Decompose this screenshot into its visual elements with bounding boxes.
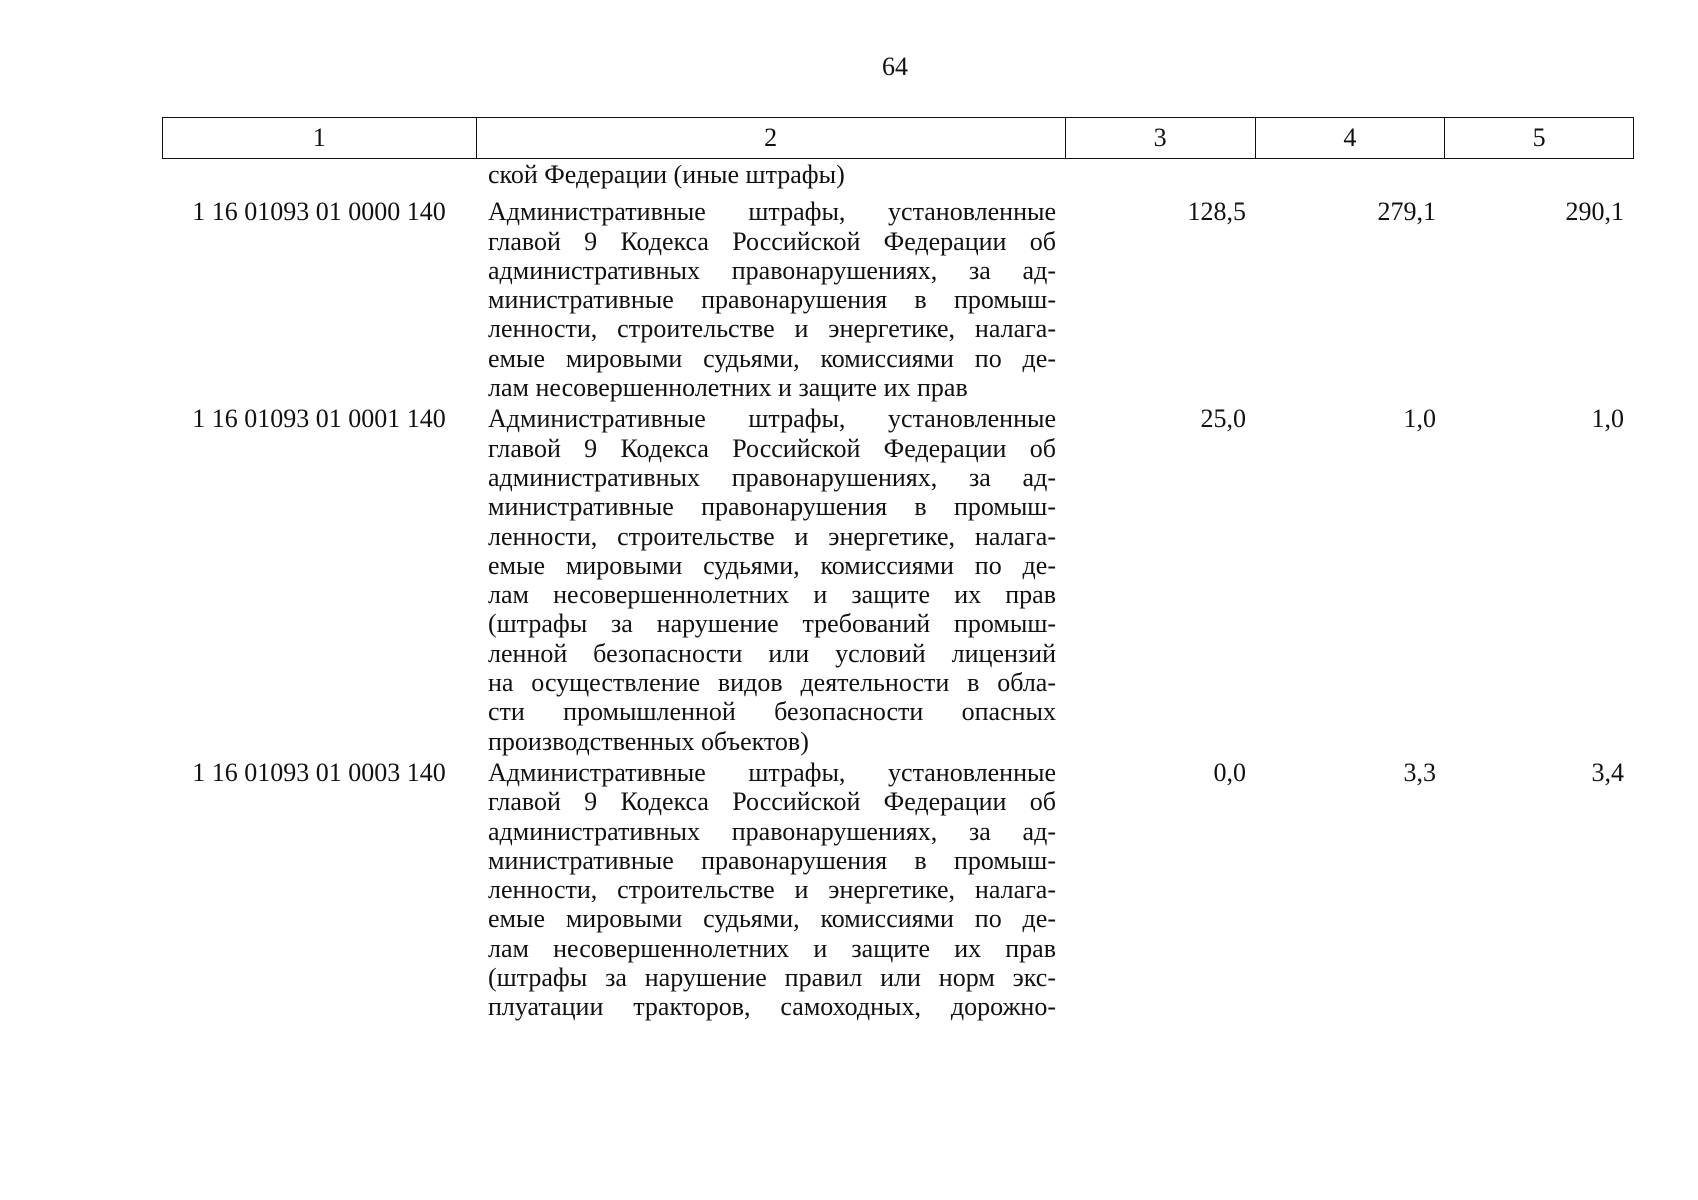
value-col-5: 3,4 bbox=[1591, 757, 1624, 787]
description-line: емые мировыми судьями, комиссиями по де- bbox=[488, 343, 1056, 373]
description-line: министративные правонарушения в промыш- bbox=[488, 492, 1056, 522]
code-cell: 1 16 01093 01 0001 140 bbox=[192, 404, 446, 434]
description-line: (штрафы за нарушение правил или норм экс- bbox=[488, 963, 1056, 993]
description-cell bbox=[476, 404, 1066, 756]
description-line: лам несовершеннолетних и защите их прав bbox=[488, 373, 968, 403]
description-line: (штрафы за нарушение требований промыш- bbox=[488, 609, 1056, 639]
description-line: министративные правонарушения в промыш- bbox=[488, 285, 1056, 315]
description-line: емые мировыми судьями, комиссиями по де- bbox=[488, 904, 1056, 934]
description-cell bbox=[476, 758, 1066, 1022]
value-col-5: 290,1 bbox=[1565, 197, 1624, 227]
description-line: административных правонарушениях, за ад- bbox=[488, 462, 1056, 492]
header-col-5: 5 bbox=[1532, 123, 1546, 152]
value-col-3: 128,5 bbox=[1187, 197, 1246, 227]
description-line: лам несовершеннолетних и защите их прав bbox=[488, 580, 1056, 610]
value-col-3: 0,0 bbox=[1213, 757, 1246, 787]
description-line: ленности, строительстве и энергетике, налага- bbox=[488, 875, 1056, 905]
description-line: лам несовершеннолетних и защите их прав bbox=[488, 933, 1056, 963]
description-line: ленности, строительстве и энергетике, налага- bbox=[488, 521, 1056, 551]
table-row bbox=[162, 758, 1634, 1022]
description-line: плуатации тракторов, самоходных, дорожно- bbox=[488, 992, 1056, 1022]
value-col-4: 279,1 bbox=[1377, 197, 1436, 227]
table-row bbox=[162, 404, 1634, 756]
page-number: 64 bbox=[882, 52, 908, 81]
continuation-row bbox=[162, 160, 1634, 189]
description-line: ской Федерации (иные штрафы) bbox=[488, 160, 845, 189]
description-line: главой 9 Кодекса Российской Федерации об bbox=[488, 433, 1056, 463]
description-line: производственных объектов) bbox=[488, 726, 809, 756]
description-line: емые мировыми судьями, комиссиями по де- bbox=[488, 550, 1056, 580]
description-line: сти промышленной безопасности опасных bbox=[488, 697, 1056, 727]
table-row bbox=[162, 197, 1634, 402]
description-line: министративные правонарушения в промыш- bbox=[488, 845, 1056, 875]
description-line: административных правонарушениях, за ад- bbox=[488, 255, 1056, 285]
code-cell: 1 16 01093 01 0003 140 bbox=[192, 757, 446, 787]
description-line: Административные штрафы, установленные bbox=[488, 197, 1056, 227]
description-line: Административные штрафы, установленные bbox=[488, 404, 1056, 434]
description-cell bbox=[476, 197, 1066, 402]
description-line: административных правонарушениях, за ад- bbox=[488, 816, 1056, 846]
header-col-1: 1 bbox=[163, 118, 477, 158]
header-col-4: 4 bbox=[1256, 118, 1446, 158]
table-header-row bbox=[162, 117, 1634, 159]
description-line: ленности, строительстве и энергетике, налага- bbox=[488, 314, 1056, 344]
value-col-4: 1,0 bbox=[1403, 404, 1436, 434]
header-col-3: 3 bbox=[1066, 118, 1256, 158]
value-col-5: 1,0 bbox=[1591, 404, 1624, 434]
code-cell: 1 16 01093 01 0000 140 bbox=[192, 197, 446, 227]
header-col-2: 2 bbox=[477, 118, 1066, 158]
description-line: главой 9 Кодекса Российской Федерации об bbox=[488, 226, 1056, 256]
budget-table bbox=[162, 117, 1634, 1022]
value-col-4: 3,3 bbox=[1403, 757, 1436, 787]
description-cell bbox=[476, 160, 1066, 189]
description-line: Административные штрафы, установленные bbox=[488, 757, 1056, 787]
description-line: главой 9 Кодекса Российской Федерации об bbox=[488, 787, 1056, 817]
description-line: ленной безопасности или условий лицензий bbox=[488, 638, 1056, 668]
description-line: на осуществление видов деятельности в обла- bbox=[488, 668, 1056, 698]
value-col-3: 25,0 bbox=[1200, 404, 1246, 434]
code-cell bbox=[162, 160, 476, 189]
